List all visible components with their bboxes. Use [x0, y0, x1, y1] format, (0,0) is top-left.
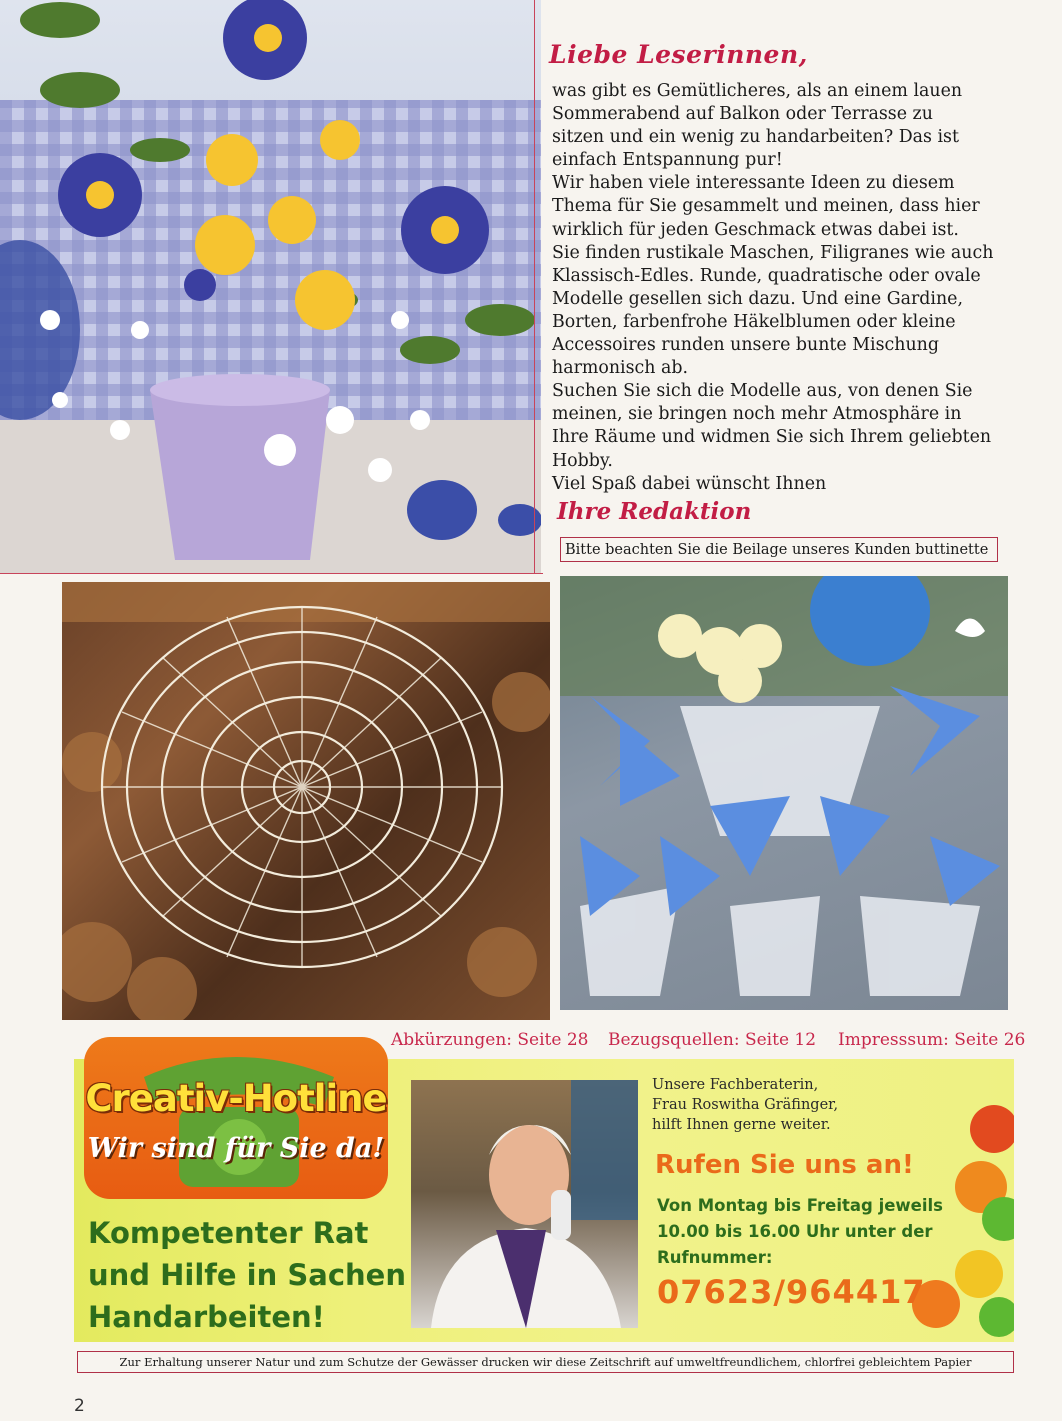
hotline-tagline — [88, 1212, 418, 1338]
adviser-portrait-illustration — [411, 1080, 638, 1328]
adviser-photo — [411, 1080, 638, 1328]
horizontal-divider — [0, 573, 543, 574]
flower-arrangement-illustration — [0, 0, 541, 573]
editorial-line: meinen, sie bringen noch mehr Atmosphäre in — [552, 404, 962, 425]
editorial-line: Accessoires runden unsere bunte Mischung — [552, 335, 939, 356]
editorial-line: Sommerabend auf Balkon oder Terrasse zu — [552, 104, 933, 125]
hours-line: 10.00 bis 16.00 Uhr unter der — [657, 1222, 933, 1241]
editorial-line: harmonisch ab. — [552, 358, 689, 379]
editorial-line: Ihre Räume und widmen Sie sich Ihrem geliebten — [552, 427, 992, 448]
editorial-line: Suchen Sie sich die Modelle aus, von denen Sie — [552, 381, 973, 402]
editorial-line: was gibt es Gemütlicheres, als an einem lauen — [552, 81, 963, 101]
editorial-line: Sie finden rustikale Maschen, Filigranes wie auch — [552, 242, 994, 263]
vertical-divider — [534, 0, 535, 574]
imprint-reference: Impresssum: Seite 26 — [838, 1030, 1026, 1050]
hotline-phone-number: 07623/964417 — [657, 1273, 926, 1311]
adviser-intro — [652, 1075, 892, 1135]
sources-reference: Bezugsquellen: Seite 12 — [608, 1030, 817, 1050]
eco-paper-notice: Zur Erhaltung unserer Natur und zum Schutze der Gewässer drucken wir diese Zeitschrift auf umweltfreundlichem, chlorfrei gebleichtem Papier — [77, 1351, 1014, 1373]
page-number: 2 — [74, 1396, 85, 1416]
abbreviations-reference: Abkürzungen: Seite 28 — [391, 1030, 589, 1050]
editorial-line: Thema für Sie gesammelt und meinen, dass hier — [552, 196, 980, 217]
creativ-hotline-logo — [84, 1037, 388, 1199]
editorial-line: Viel Spaß dabei wünscht Ihnen — [552, 473, 827, 494]
adviser-line: hilft Ihnen gerne weiter. — [652, 1117, 831, 1133]
editorial-line: Modelle gesellen sich dazu. Und eine Gardine, — [552, 288, 963, 309]
editorial-line: Wir haben viele interessante Ideen zu diesem — [552, 173, 955, 194]
hotline-logo-title: Creativ-Hotline — [85, 1077, 387, 1120]
round-doily-illustration — [62, 582, 550, 1020]
blue-leaf-doily-photo — [560, 576, 1008, 1010]
hours-line: Von Montag bis Freitag jeweils — [657, 1196, 943, 1215]
editorial-signoff: Ihre Redaktion — [557, 498, 752, 525]
blue-leaf-doily-illustration — [560, 576, 1008, 1010]
flower-arrangement-photo — [0, 0, 541, 573]
editorial-line: Hobby. — [552, 450, 613, 471]
supplement-notice: Bitte beachten Sie die Beilage unseres Kunden buttinette — [560, 537, 998, 562]
hours-line: Rufnummer: — [657, 1248, 773, 1267]
editorial-line: sitzen und ein wenig zu handarbeiten? Das ist — [552, 127, 959, 148]
editorial-line: wirklich für jeden Geschmack etwas dabei ist. — [552, 219, 959, 240]
tagline-line: und Hilfe in Sachen — [88, 1258, 406, 1292]
hotline-hours — [657, 1193, 947, 1271]
editorial-line: Borten, farbenfrohe Häkelblumen oder kleine — [552, 311, 956, 332]
editorial-body — [552, 80, 1012, 496]
adviser-line: Frau Roswitha Gräfinger, — [652, 1097, 839, 1113]
editorial-line: Klassisch-Edles. Runde, quadratische oder ovale — [552, 265, 981, 286]
tagline-line: Handarbeiten! — [88, 1300, 325, 1334]
tagline-line: Kompetenter Rat — [88, 1216, 369, 1250]
call-us-callout: Rufen Sie uns an! — [655, 1150, 914, 1180]
round-doily-photo — [62, 582, 550, 1020]
editorial-line: einfach Entspannung pur! — [552, 150, 783, 171]
adviser-line: Unsere Fachberaterin, — [652, 1077, 819, 1093]
hotline-logo-tagline: Wir sind für Sie da! — [87, 1133, 385, 1164]
editorial-heading: Liebe Leserinnen, — [549, 40, 808, 69]
